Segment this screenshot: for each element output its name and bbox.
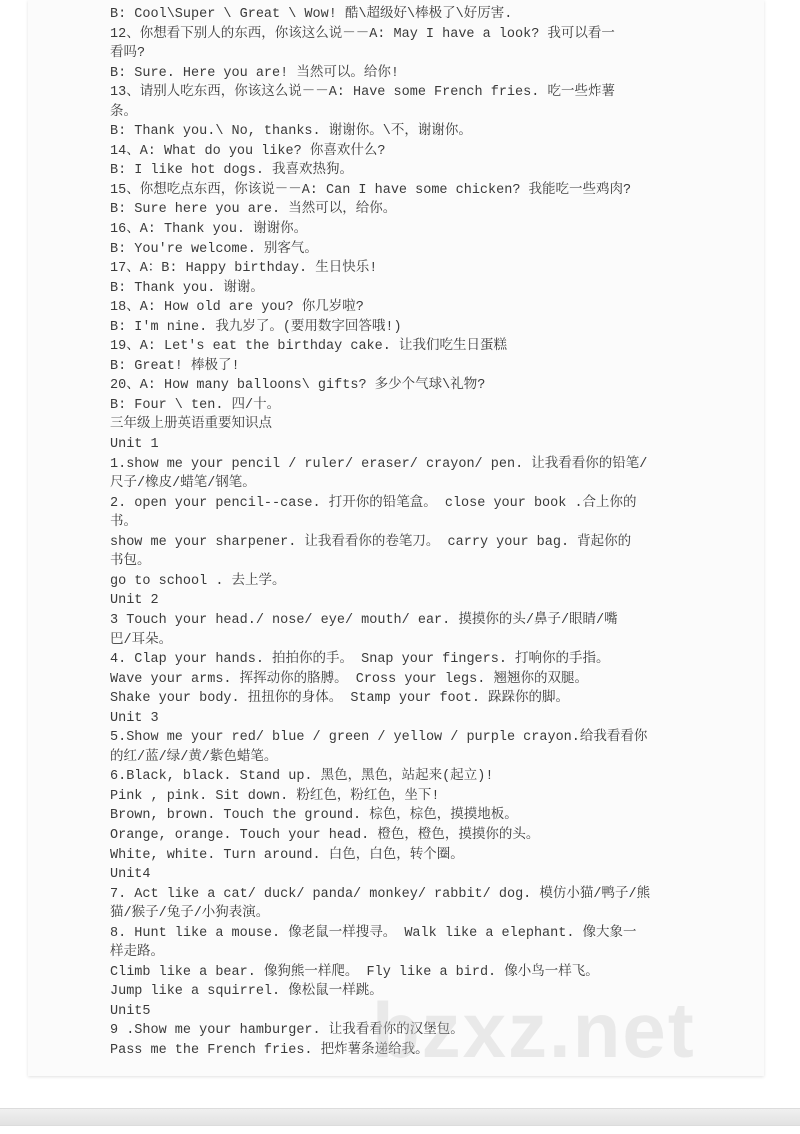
- text-line: Unit4: [110, 867, 151, 883]
- text-line: Unit5: [110, 1003, 151, 1019]
- text-line: B: Sure here you are. 当然可以，给你。: [110, 202, 397, 218]
- text-line: go to school . 去上学。: [110, 573, 286, 589]
- text-line: 书。: [110, 515, 137, 531]
- text-line: 5.Show me your red/ blue / green / yellow / purple crayon.给我看看你: [110, 730, 648, 746]
- text-line: 16、A: Thank you. 谢谢你。: [110, 222, 308, 238]
- document-page: [28, 0, 764, 1076]
- text-line: 12、你想看下别人的东西，你该这么说－－A: May I have a look? 我可以看一: [110, 26, 615, 42]
- text-line: 1.show me your pencil / ruler/ eraser/ crayon/ pen. 让我看看你的铅笔/: [110, 456, 648, 472]
- text-line: 14、A: What do you like? 你喜欢什么?: [110, 143, 386, 159]
- text-line: Shake your body. 扭扭你的身体。 Stamp your foot. 跺跺你的脚。: [110, 691, 570, 707]
- text-line: 样走路。: [110, 945, 164, 961]
- text-line: Pass me the French fries. 把炸薯条递给我。: [110, 1042, 429, 1058]
- text-line: show me your sharpener. 让我看看你的卷笔刀。 carry your bag. 背起你的: [110, 534, 632, 550]
- document-text: [110, 5, 790, 1061]
- text-line: B: Sure. Here you are! 当然可以。给你!: [110, 65, 399, 81]
- text-line: Unit 3: [110, 710, 159, 726]
- text-line: 的红/蓝/绿/黄/紫色蜡笔。: [110, 749, 278, 765]
- text-line: 看吗?: [110, 46, 146, 62]
- text-line: 6.Black, black. Stand up. 黑色，黑色，站起来(起立)!: [110, 769, 494, 785]
- text-line: 4. Clap your hands. 拍拍你的手。 Snap your fingers. 打响你的手指。: [110, 652, 610, 668]
- text-line: B: Four \ ten. 四/十。: [110, 397, 281, 413]
- text-line: White, white. Turn around. 白色，白色，转个圈。: [110, 847, 464, 863]
- text-line: 3 Touch your head./ nose/ eye/ mouth/ ear. 摸摸你的头/鼻子/眼睛/嘴: [110, 612, 618, 628]
- text-line: Climb like a bear. 像狗熊一样爬。 Fly like a bird. 像小鸟一样飞。: [110, 964, 599, 980]
- text-line: Jump like a squirrel. 像松鼠一样跳。: [110, 984, 383, 1000]
- text-line: Orange, orange. Touch your head. 橙色，橙色，摸摸你的头。: [110, 827, 540, 843]
- text-line: 猫/猴子/兔子/小狗表演。: [110, 906, 270, 922]
- text-line: Brown, brown. Touch the ground. 棕色，棕色，摸摸地板。: [110, 808, 518, 824]
- text-line: 巴/耳朵。: [110, 632, 173, 648]
- text-line: Unit 1: [110, 437, 159, 453]
- text-line: B: Thank you.\ No, thanks. 谢谢你。\不，谢谢你。: [110, 124, 472, 140]
- text-line: 20、A: How many balloons\ gifts? 多少个气球\礼物?: [110, 378, 486, 394]
- text-line: 19、A: Let's eat the birthday cake. 让我们吃生日蛋糕: [110, 339, 507, 355]
- text-line: 尺子/橡皮/蜡笔/钢笔。: [110, 476, 256, 492]
- text-line: 13、请别人吃东西，你该这么说－－A: Have some French fries. 吃一些炸薯: [110, 85, 615, 101]
- text-line: 9 .Show me your hamburger. 让我看看你的汉堡包。: [110, 1023, 464, 1039]
- page-separator: [0, 1108, 800, 1126]
- text-line: 书包。: [110, 554, 151, 570]
- text-line: 18、A: How old are you? 你几岁啦?: [110, 300, 364, 316]
- text-line: B: Great! 棒极了!: [110, 358, 240, 374]
- text-line: 15、你想吃点东西，你该说－－A: Can I have some chicken? 我能吃一些鸡肉?: [110, 182, 632, 198]
- text-line: B: Cool\Super \ Great \ Wow! 酷\超级好\棒极了\好厉害.: [110, 7, 513, 22]
- text-line: B: You're welcome. 别客气。: [110, 241, 318, 257]
- text-line: Wave your arms. 挥挥动你的胳膊。 Cross your legs. 翘翘你的双腿。: [110, 671, 588, 687]
- text-line: Unit 2: [110, 593, 159, 609]
- watermark: bzxz.net: [372, 986, 696, 1074]
- text-line: 8. Hunt like a mouse. 像老鼠一样搜寻。 Walk like a elephant. 像大象一: [110, 925, 637, 941]
- text-line: B: I like hot dogs. 我喜欢热狗。: [110, 163, 354, 179]
- text-line: 2. open your pencil--case. 打开你的铅笔盒。 close your book .合上你的: [110, 495, 637, 511]
- text-line: 7. Act like a cat/ duck/ panda/ monkey/ rabbit/ dog. 模仿小猫/鸭子/熊: [110, 886, 651, 902]
- text-line: Pink , pink. Sit down. 粉红色，粉红色，坐下!: [110, 788, 440, 804]
- text-line: 条。: [110, 104, 137, 120]
- text-line: 三年级上册英语重要知识点: [110, 417, 272, 433]
- text-line: B: I'm nine. 我九岁了。(要用数字回答哦!): [110, 319, 402, 335]
- text-line: 17、A：B: Happy birthday. 生日快乐!: [110, 261, 378, 277]
- text-line: B: Thank you. 谢谢。: [110, 280, 264, 296]
